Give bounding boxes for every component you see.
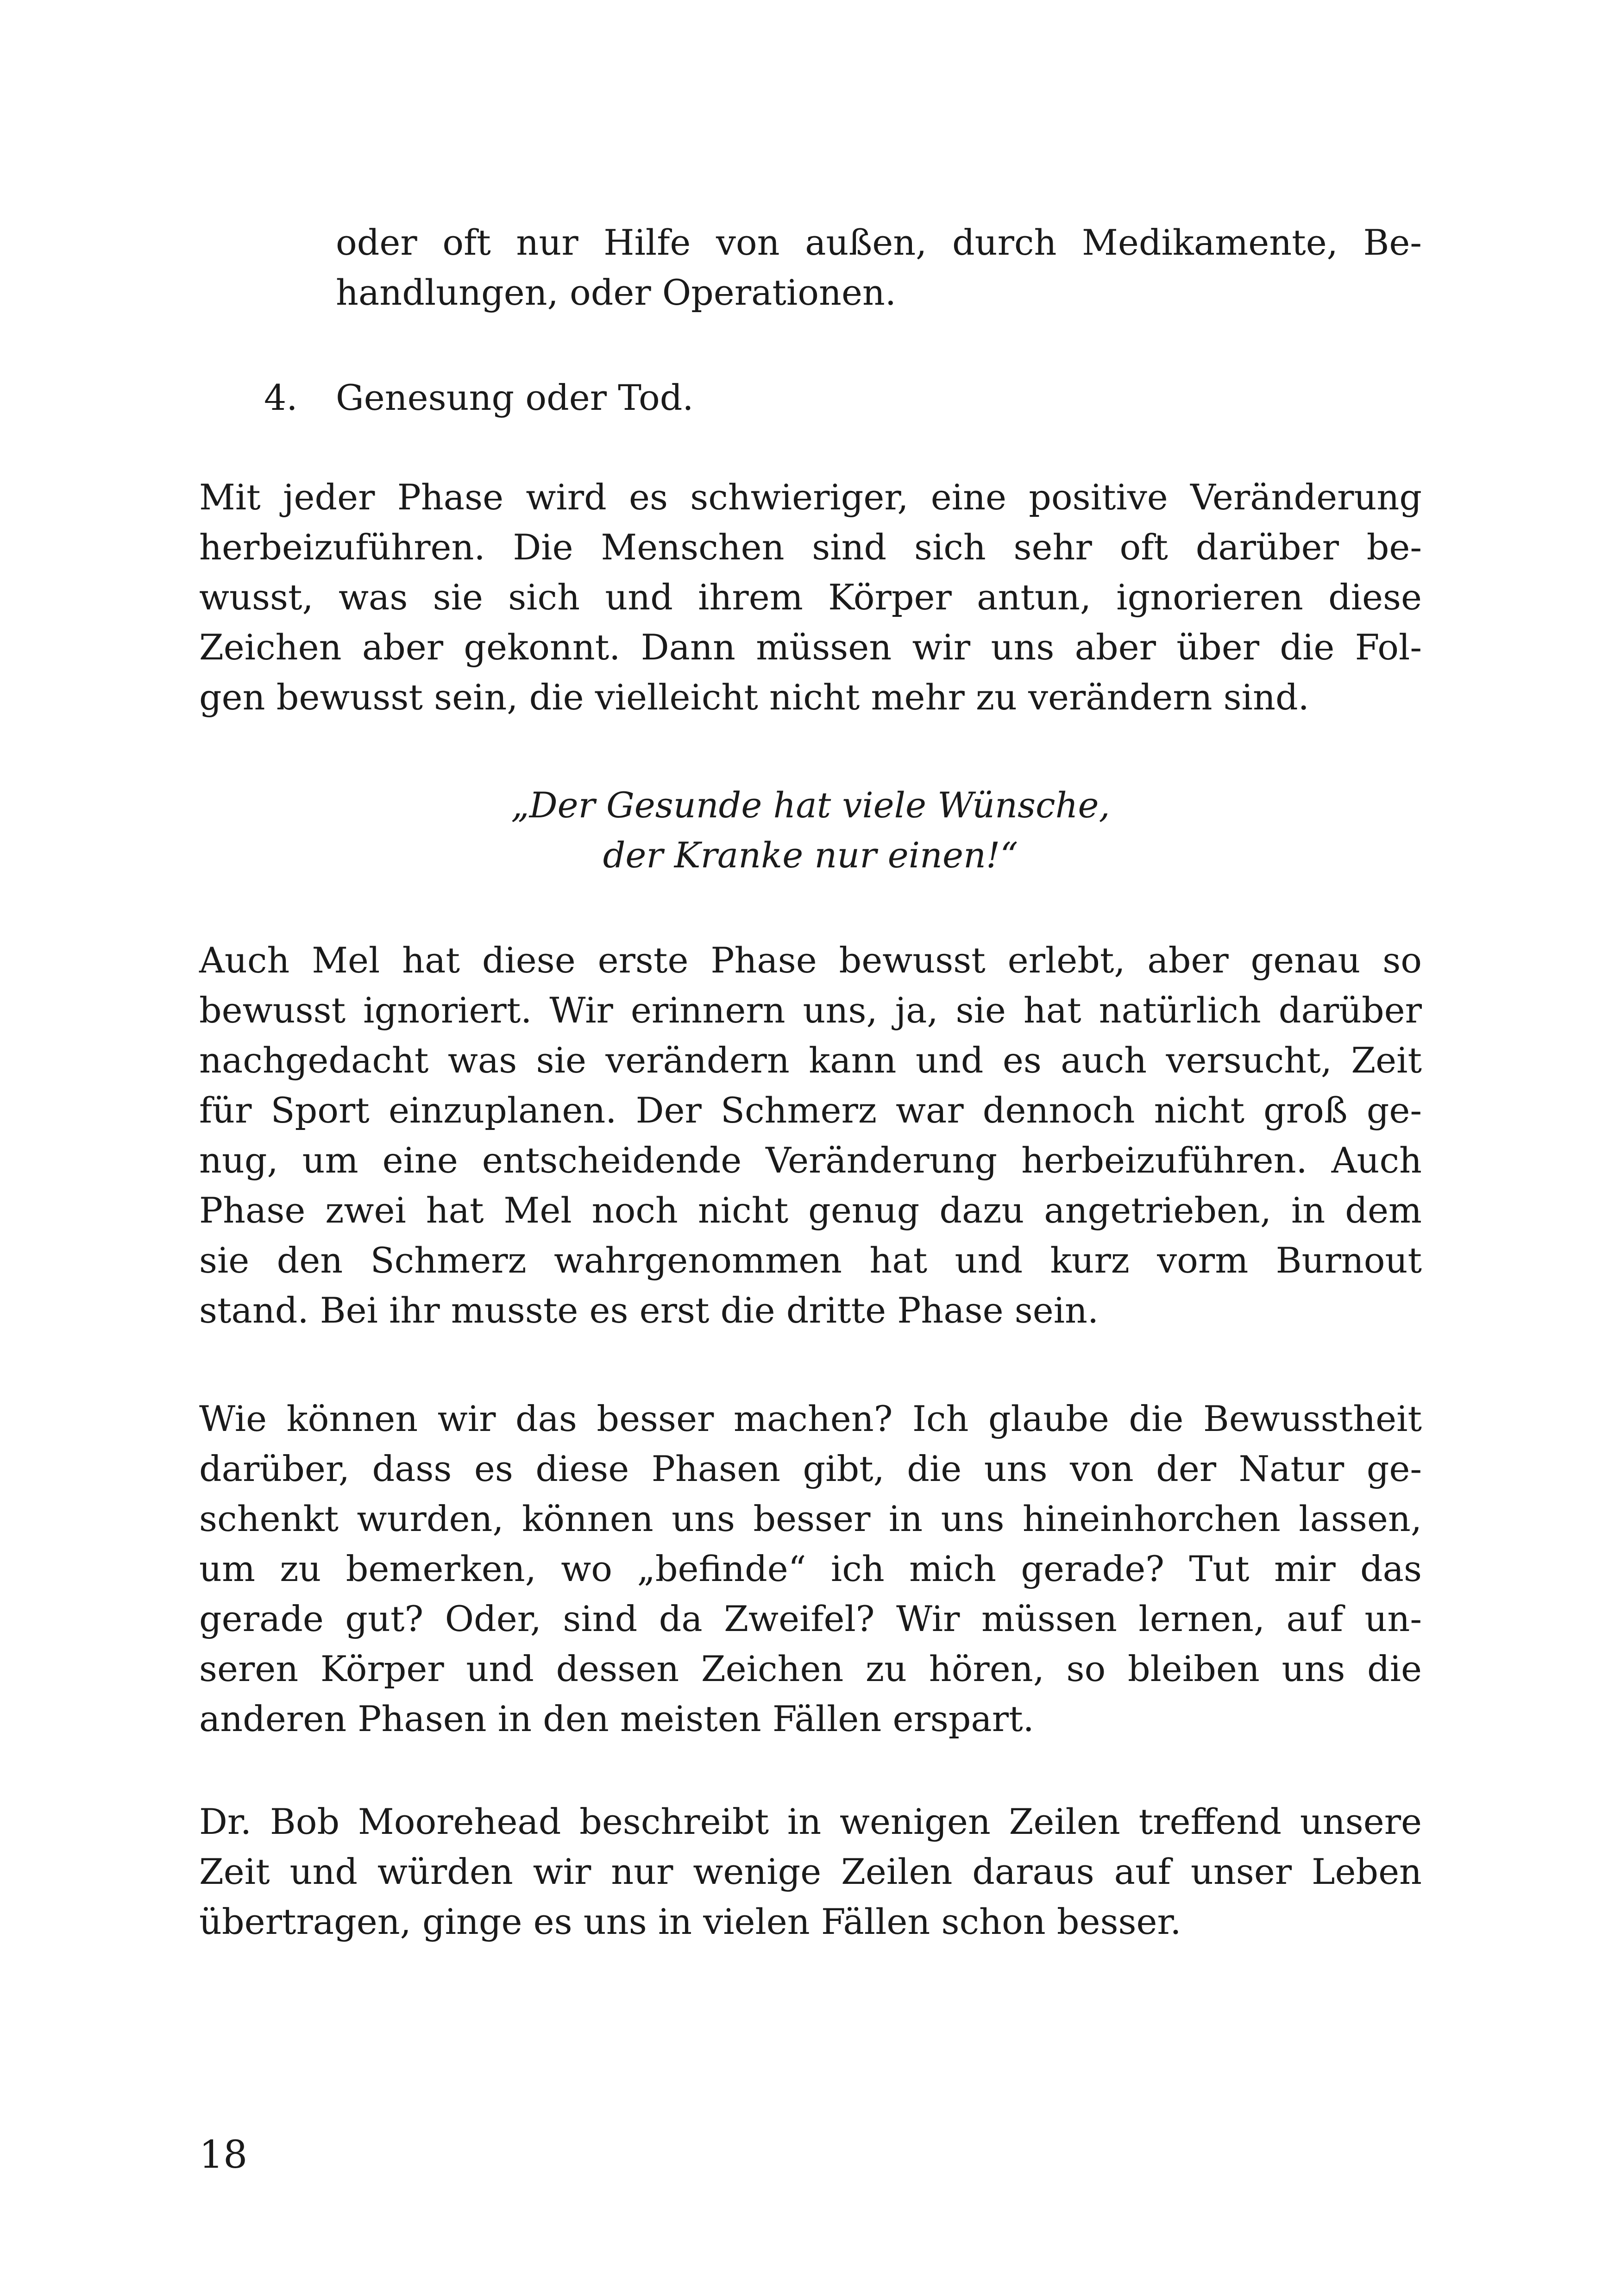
text-line: handlungen, oder Operationen.	[336, 272, 897, 313]
text-line: gerade gut? Oder, sind da Zweifel? Wir müssen lernen, auf un-	[199, 1598, 1422, 1639]
text-line: Wie können wir das besser machen? Ich glaube die Bewusstheit	[199, 1398, 1422, 1439]
text-line: oder oft nur Hilfe von außen, durch Medikamente, Be-	[336, 222, 1422, 263]
paragraph-3	[199, 1394, 1422, 1744]
text-line: Zeichen aber gekonnt. Dann müssen wir uns aber über die Fol-	[199, 627, 1422, 668]
text-line: schenkt wurden, können uns besser in uns hineinhorchen lassen,	[199, 1498, 1422, 1539]
text-line: um zu bemerken, wo „befinde“ ich mich gerade? Tut mir das	[199, 1548, 1422, 1589]
text-line: bewusst ignoriert. Wir erinnern uns, ja, sie hat natürlich darüber	[199, 990, 1422, 1031]
continuation-paragraph	[336, 218, 1422, 318]
text-line: nug, um eine entscheidende Veränderung herbeizuführen. Auch	[199, 1140, 1422, 1181]
text-line: seren Körper und dessen Zeichen zu hören, so bleiben uns die	[199, 1648, 1422, 1689]
text-line: Phase zwei hat Mel noch nicht genug dazu angetrieben, in dem	[199, 1190, 1422, 1231]
paragraph-4	[199, 1797, 1422, 1947]
text-line: darüber, dass es diese Phasen gibt, die uns von der Natur ge-	[199, 1448, 1422, 1489]
text-line: sie den Schmerz wahrgenommen hat und kurz vorm Burnout	[199, 1240, 1422, 1281]
text-line: stand. Bei ihr musste es erst die dritte Phase sein.	[199, 1290, 1099, 1331]
quote-line: der Kranke nur einen!“	[603, 834, 1018, 876]
text-line: herbeizuführen. Die Menschen sind sich sehr oft darüber be-	[199, 527, 1422, 568]
quote	[199, 780, 1422, 880]
page-number: 18	[199, 2133, 248, 2177]
text-line: Auch Mel hat diese erste Phase bewusst erlebt, aber genau so	[199, 940, 1422, 981]
list-item	[264, 373, 694, 423]
list-number: 4.	[264, 377, 298, 418]
text-line: gen bewusst sein, die vielleicht nicht mehr zu verändern sind.	[199, 677, 1309, 718]
text-line: Mit jeder Phase wird es schwieriger, eine positive Veränderung	[199, 477, 1422, 518]
text-line: Zeit und würden wir nur wenige Zeilen daraus auf unser Leben	[199, 1851, 1422, 1892]
text-line: nachgedacht was sie verändern kann und es auch versucht, Zeit	[199, 1040, 1422, 1081]
list-item-text: Genesung oder Tod.	[336, 377, 694, 418]
paragraph-1	[199, 472, 1422, 722]
text-line: wusst, was sie sich und ihrem Körper antun, ignorieren diese	[199, 577, 1422, 618]
quote-line: „Der Gesunde hat viele Wünsche,	[511, 784, 1110, 826]
text-line: anderen Phasen in den meisten Fällen erspart.	[199, 1698, 1034, 1739]
text-line: Dr. Bob Moorehead beschreibt in wenigen Zeilen treffend unsere	[199, 1801, 1422, 1842]
text-line: für Sport einzuplanen. Der Schmerz war dennoch nicht groß ge-	[199, 1090, 1422, 1131]
paragraph-2	[199, 935, 1422, 1336]
text-line: übertragen, ginge es uns in vielen Fällen schon besser.	[199, 1901, 1181, 1942]
